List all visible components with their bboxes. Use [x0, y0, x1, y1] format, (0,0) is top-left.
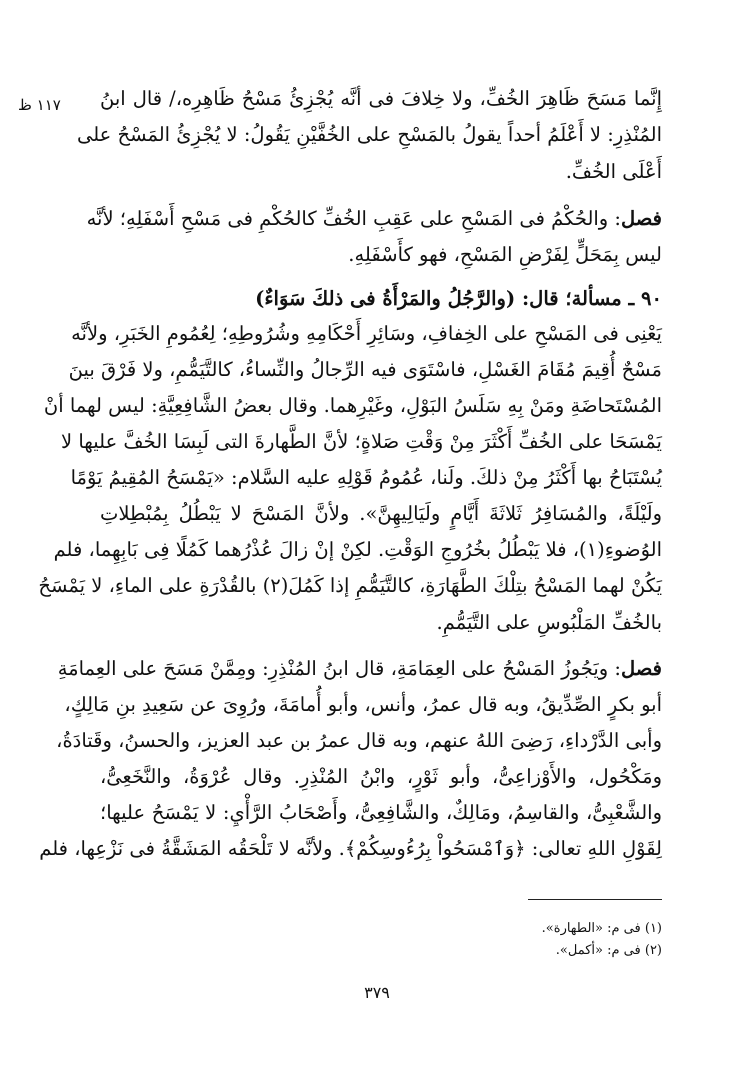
text-line: المُسْتَحاضَةِ ومَنْ بِهِ سَلَسُ البَوْلِ، وغَيْرِهما. وقال بعضُ الشَّافِعِيَّةِ: ليس لهما أنْ — [43, 394, 662, 417]
text-line: والشَّعْبِىُّ، والقاسِمُ، ومَالِكٌ، والشَّافِعِىُّ، وأَصْحَابُ الرَّأْيِ: لا يَمْسَحُ عليها؛ — [100, 801, 662, 824]
page-number: ٣٧٩ — [364, 983, 390, 1002]
text-line: المُنْذِرِ: لا أَعْلَمُ أحداً يقولُ بالمَسْحِ على الخُفَّيْنِ يَقُولُ: لا يُجْزِئُ المَسْحُ على — [76, 123, 662, 146]
section-heading-line: فصل: ويَجُوزُ المَسْحُ على العِمَامَةِ، قال ابنُ المُنْذِرِ: ومِمَّنْ مَسَحَ على العِمامَةِ — [57, 657, 662, 680]
text-line: مَسْحٌ أُقِيمَ مُقَامَ الغَسْلِ، فاسْتَوَى فيه الرِّجالُ والنِّساءُ، كالتَّيَمُّمِ، ولا فَرْقَ بينَ — [68, 358, 662, 381]
footnote-divider — [528, 899, 662, 900]
margin-folio-note: ١١٧ ظ — [18, 96, 61, 114]
text-line: يَكُنْ لهما المَسْحُ بتِلْكَ الطَّهَارَةِ، كالتَّيَمُّمِ إذا كَمُلَ(٢) بالقُدْرَةِ على الماءِ، لا يَمْسَحُ — [38, 574, 662, 597]
section-keyword: فصل — [621, 207, 662, 230]
text-line: لِقَوْلِ اللهِ تعالى: ﴿وَٱمْسَحُواْ بِرُءُوسِكُمْ﴾. ولأنَّه لا تَلْحَقُه المَشَقَّةُ فى نَزْعِها، فلم — [39, 837, 662, 860]
text-line: إِنَّما مَسَحَ ظَاهِرَ الخُفِّ، ولا خِلافَ فى أنَّه يُجْزِئُ مَسْحُ ظَاهِرِه،/ قال ابنُ — [100, 87, 662, 110]
text-line: أبو بكرٍ الصِّدِّيقُ، وبه قال عمرُ، وأنس، وأبو أُمامَةَ، ورُوِىَ عن سَعِيدِ بنِ مَالِكٍ، — [64, 693, 662, 716]
text-line: يَمْسَحَا على الخُفِّ أَكْثَرَ مِنْ وَقْتِ صَلاةٍ؛ لأنَّ الطَّهارةَ التى لَبِسَا الخُفَّ عليها لا — [61, 430, 662, 453]
section-heading-line: فصل: والحُكْمُ فى المَسْحِ على عَقِبِ الخُفِّ كالحُكْمِ فى مَسْحِ أَسْفَلِهِ؛ لأنَّه — [86, 207, 662, 230]
text-line: وأبى الدَّرْداءِ، رَضِىَ اللهُ عنهم، وبه قال عمرُ بن عبد العزيز، والحسنُ، وقَتادَةُ، — [56, 729, 662, 752]
text-line: ومَكْحُول، والأَوْزاعِىُّ، وأبو ثَوْرٍ، وابْنُ المُنْذِرِ. وقال عُرْوَةُ، والنَّخَعِىُّ، — [100, 765, 662, 788]
text-line: ليس بِمَحَلٍّ لِفَرْضِ المَسْحِ، فهو كأَسْفَلِهِ. — [348, 243, 662, 266]
text-line: يَعْنِى فى المَسْحِ على الخِفافِ، وسَائِرِ أَحْكَامِهِ وشُرُوطِهِ؛ لِعُمُومِ الخَبَرِ، ولأنَّه — [71, 322, 662, 345]
section-keyword: فصل — [621, 657, 662, 680]
text-line: أَعْلَى الخُفِّ. — [565, 160, 662, 183]
text-line: ولَيْلَةً، والمُسَافِرُ ثَلاثَةَ أَيَّامٍ ولَيَالِيهِنَّ». ولأنَّ المَسْحَ لا يَبْطُلُ بِمُبْطِلاتِ — [100, 502, 662, 525]
footnote: (١) فى م: «الطهارة». — [541, 921, 662, 936]
text-line: الوُضوءِ(١)، فلا يَبْطُلُ بخُرُوجِ الوَقْتِ. لكِنْ إنْ زالَ عُذْرُهما كَمُلًا فِى بَابِهِما، فلم — [53, 538, 662, 561]
issue-heading: ٩٠ ـ مسألة؛ قال: (والرَّجُلُ والمَرْأَةُ فى ذلكَ سَوَاءٌ) — [255, 287, 662, 310]
text-line: يُسْتَبَاحُ بها أَكْثَرُ مِنْ ذلكَ. ولَنا، عُمُومُ قَوْلِهِ عليه السَّلام: «يَمْسَحُ المُقِيمُ يَوْمًا — [70, 466, 662, 489]
footnote: (٢) فى م: «أكمل». — [555, 943, 662, 958]
text-line: بالخُفِّ المَلْبُوسِ على التَّيَمُّمِ. — [436, 611, 662, 634]
